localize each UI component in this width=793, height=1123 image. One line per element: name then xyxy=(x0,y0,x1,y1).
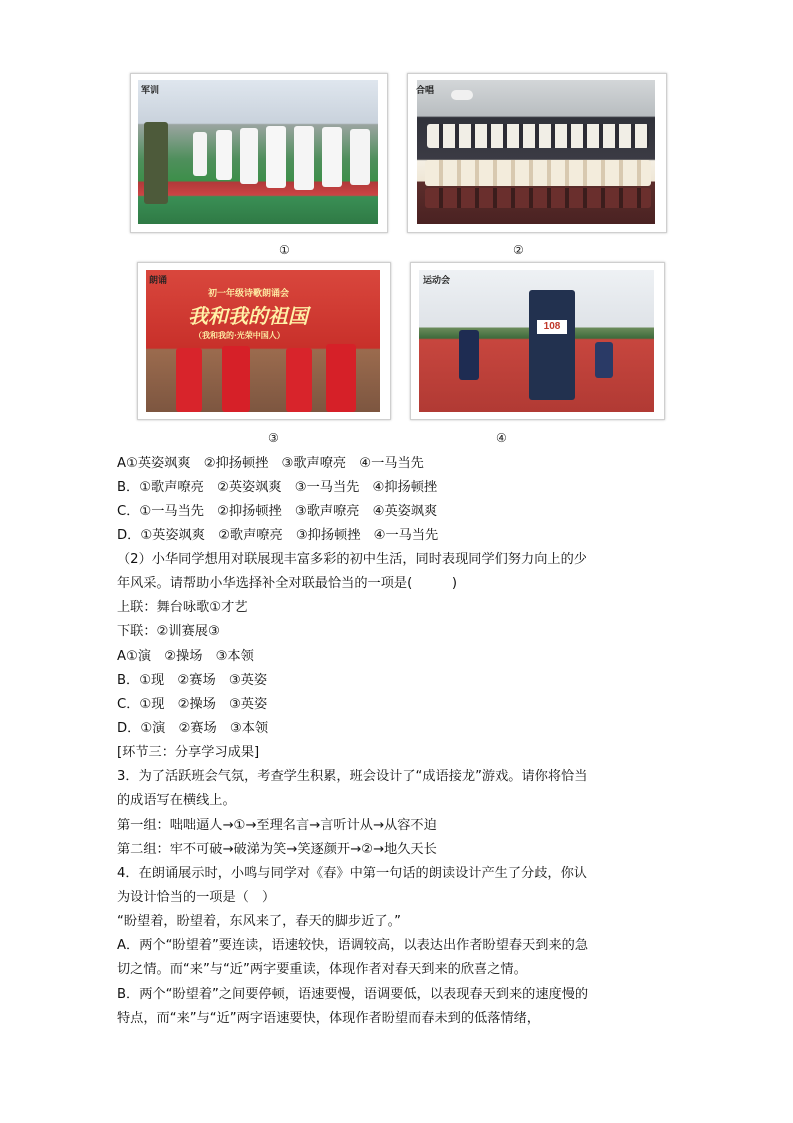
idiom-group-1: 第一组：咄咄逼人→①→至理名言→言听计从→从容不迫 xyxy=(117,818,437,833)
caption-4: ④ xyxy=(496,431,507,445)
option-a-q4-line-2: 切之情。而“来”与“近”两字要重读，体现作者对春天到来的欣喜之情。 xyxy=(117,962,527,977)
banner-sub-text: （我和我的·光荣中国人） xyxy=(194,330,285,340)
option-b-q4-line-2: 特点，而“来”与“近”两字语速要快，体现作者盼望而春未到的低落情绪， xyxy=(117,1011,540,1026)
question-4-line-2: 为设计恰当的一项是（ ） xyxy=(117,890,276,905)
banner-top-text: 初一年级诗歌朗诵会 xyxy=(208,289,290,299)
question-2-line-1: （2）小华同学想用对联展现丰富多彩的初中生活，同时表现同学们努力向上的少 xyxy=(117,552,587,567)
photo-label-chorus: 合唱 xyxy=(416,86,435,96)
option-a-q4-line-1: A．两个“盼望着”要连读，语速较快，语调较高，以表达出作者盼望春天到来的急 xyxy=(117,938,589,953)
question-3-line-2: 的成语写在横线上。 xyxy=(117,793,236,808)
quote-line: “盼望着，盼望着，东风来了，春天的脚步近了。” xyxy=(117,914,401,929)
photo-military-training xyxy=(138,80,378,224)
section-3-heading: [环节三：分享学习成果] xyxy=(117,745,260,760)
option-d-q1: D．①英姿飒爽 ②歌声嘹亮 ③抑扬顿挫 ④一马当先 xyxy=(117,528,439,543)
photo-label-recitation: 朗诵 xyxy=(149,276,168,286)
option-c-q2: C．①现 ②操场 ③英姿 xyxy=(117,697,268,712)
photo-recitation xyxy=(146,270,380,412)
option-b-q1: B．①歌声嘹亮 ②英姿飒爽 ③一马当先 ④抑扬顿挫 xyxy=(117,480,438,495)
banner-main-text: 我和我的祖国 xyxy=(188,304,308,328)
idiom-group-2: 第二组：牢不可破→破涕为笑→笑逐颜开→②→地久天长 xyxy=(117,842,437,857)
option-b-q2: B．①现 ②赛场 ③英姿 xyxy=(117,673,268,688)
option-a-q2: A①演 ②操场 ③本领 xyxy=(117,649,254,664)
caption-2: ② xyxy=(513,243,524,257)
photo-chorus xyxy=(417,80,655,224)
question-4-line-1: 4．在朗诵展示时，小鸣与同学对《春》中第一句话的朗读设计产生了分歧，你认 xyxy=(117,866,587,881)
photo-label-sports-meet: 运动会 xyxy=(423,276,451,286)
bib-number: 108 xyxy=(537,320,567,334)
couplet-lower: 下联：②训赛展③ xyxy=(117,624,220,639)
question-3-line-1: 3．为了活跃班会气氛，考查学生积累，班会设计了“成语接龙”游戏。请你将恰当 xyxy=(117,769,588,784)
option-b-q4-line-1: B．两个“盼望着”之间要停顿，语速要慢，语调要低，以表现春天到来的速度慢的 xyxy=(117,987,589,1002)
couplet-upper: 上联：舞台咏歌①才艺 xyxy=(117,600,248,615)
caption-3: ③ xyxy=(268,431,279,445)
caption-1: ① xyxy=(279,243,290,257)
option-c-q1: C．①一马当先 ②抑扬顿挫 ③歌声嘹亮 ④英姿飒爽 xyxy=(117,504,438,519)
option-a-q1: A①英姿飒爽 ②抑扬顿挫 ③歌声嘹亮 ④一马当先 xyxy=(117,456,424,471)
photo-sports-meet xyxy=(419,270,654,412)
photo-label-military-training: 军训 xyxy=(141,86,160,96)
option-d-q2: D．①演 ②赛场 ③本领 xyxy=(117,721,269,736)
question-2-line-2: 年风采。请帮助小华选择补全对联最恰当的一项是( ) xyxy=(117,576,457,591)
